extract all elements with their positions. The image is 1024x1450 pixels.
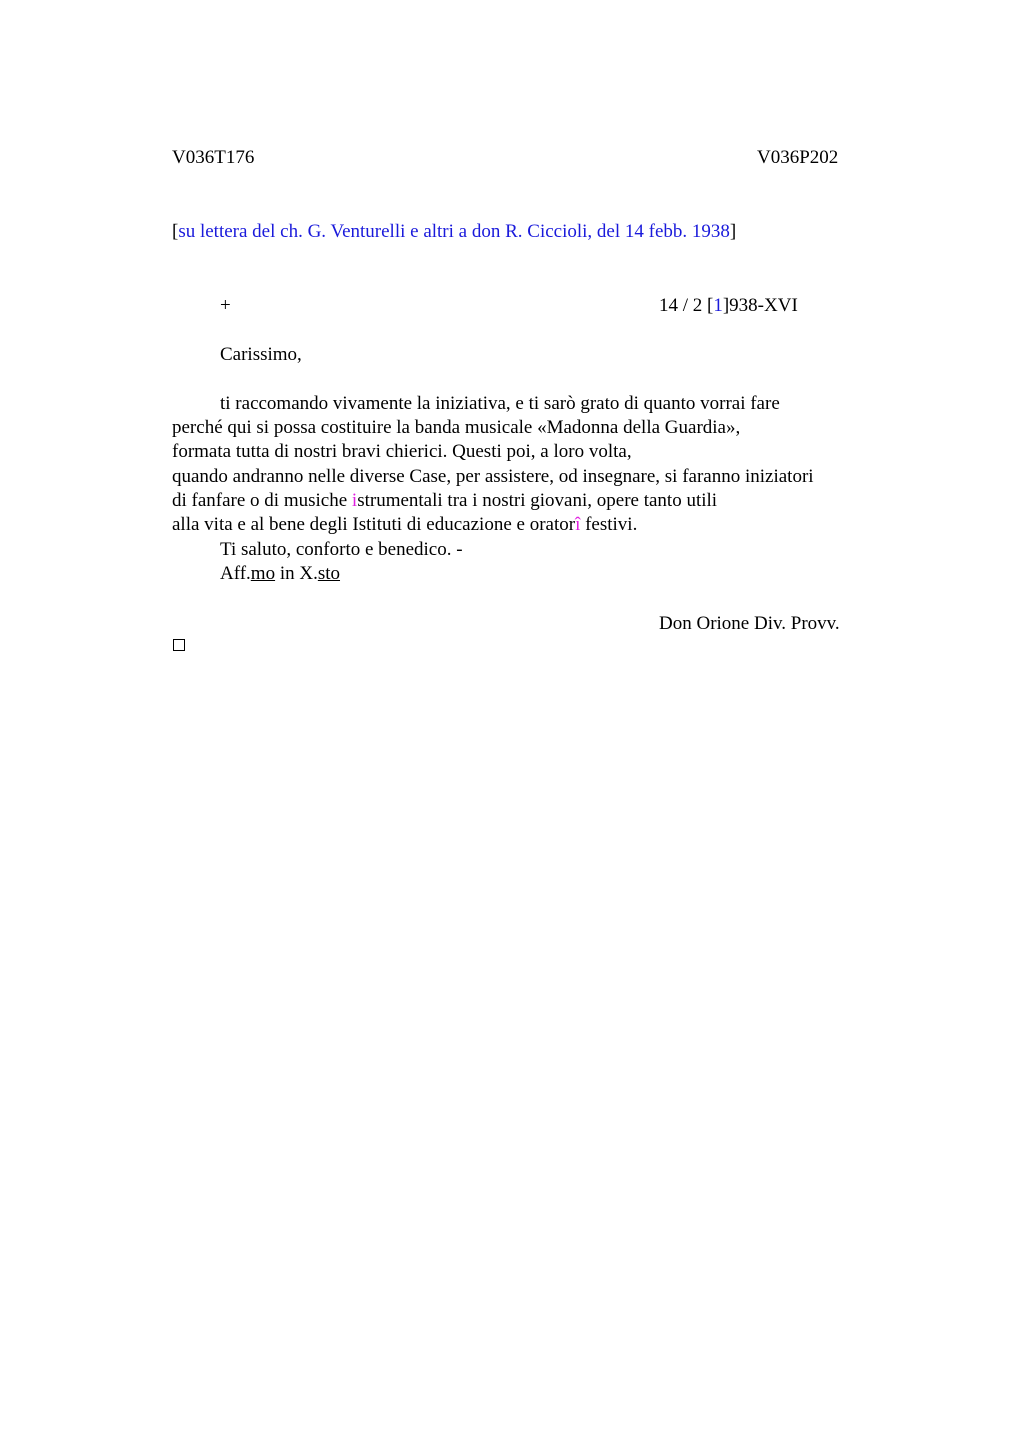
closing-sto: sto [317, 563, 341, 584]
note-text: su lettera del ch. G. Venturelli e altri a don R. Ciccioli, del 14 febb. 1938 [178, 221, 730, 242]
line6-mark: î [575, 514, 581, 535]
closing-aff: Aff. [220, 563, 251, 584]
end-square-icon [173, 639, 185, 651]
letter-date [659, 294, 798, 318]
cross-symbol: + [220, 295, 231, 316]
line5-post: strumentali tra i nostri giovani, opere tanto utili [357, 490, 718, 511]
body-line-1: ti raccomando vivamente la iniziativa, e ti sarò grato di quanto vorrai fare [220, 393, 780, 414]
closing [220, 562, 340, 586]
date-insert: 1 [713, 295, 723, 316]
line6-post: festivi. [580, 514, 638, 535]
note-open-bracket: [ [172, 221, 179, 242]
document-code-left: V036T176 [172, 147, 255, 168]
body-line-6 [172, 513, 637, 537]
body-line-5 [172, 489, 717, 513]
line6-pre: alla vita e al bene degli Istituti di educazione e orator [172, 514, 576, 535]
body-line-4: quando andranno nelle diverse Case, per assistere, od insegnare, si faranno iniziatori [172, 466, 814, 487]
signature: Don Orione Div. Provv. [659, 613, 840, 634]
salutation: Carissimo, [220, 344, 302, 365]
closing-mo: mo [250, 563, 276, 584]
line5-pre: di fanfare o di musiche [172, 490, 352, 511]
greeting: Ti saluto, conforto e benedico. - [220, 539, 463, 560]
date-day-month: 14 / 2 [ [659, 295, 714, 316]
body-line-2: perché qui si possa costituire la banda musicale «Madonna della Guardia», [172, 417, 741, 438]
page-code-right: V036P202 [757, 147, 839, 168]
body-line-3: formata tutta di nostri bravi chierici. Questi poi, a loro volta, [172, 441, 632, 462]
date-rest: ]938-XVI [722, 295, 798, 316]
note-close-bracket: ] [729, 221, 737, 242]
line5-mark: i [351, 490, 358, 511]
editorial-note [172, 220, 736, 244]
closing-in-x: in X. [275, 563, 318, 584]
